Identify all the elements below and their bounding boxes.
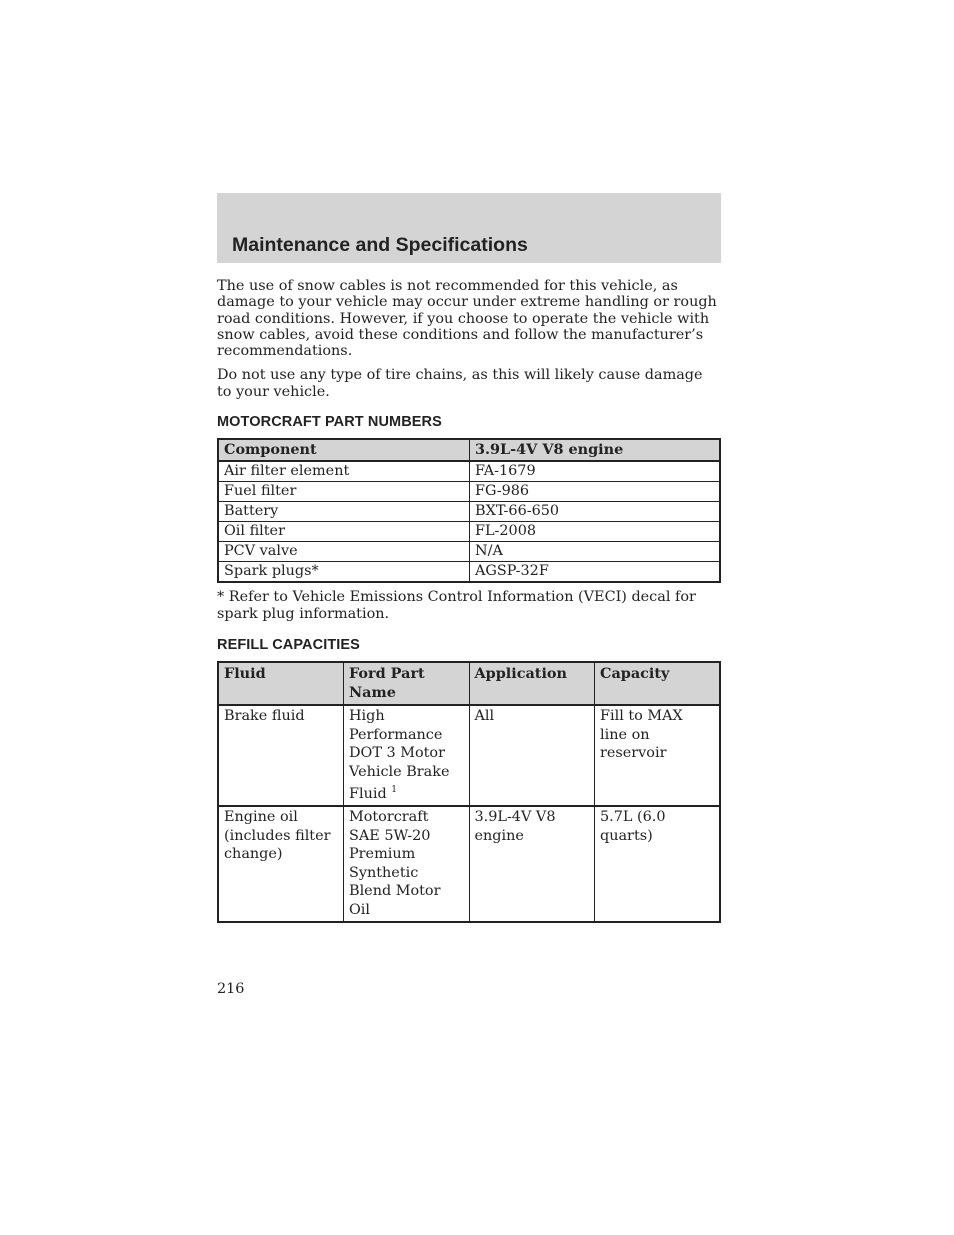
table-row: [218, 522, 720, 542]
column-header-application: Application: [469, 662, 595, 705]
table-row: [218, 562, 720, 583]
table-cell: Oil filter: [218, 522, 470, 542]
footnote-marker: 1: [391, 785, 397, 796]
table-row: [218, 806, 720, 922]
table-row: [218, 461, 720, 482]
table-header-row: [218, 439, 720, 461]
table-cell: Spark plugs*: [218, 562, 470, 583]
table-cell: BXT-66-650: [470, 502, 721, 522]
table-cell: Engine oil (includes filter change): [218, 806, 344, 922]
paragraph-tire-chains: Do not use any type of tire chains, as this will likely cause damage to your vehicle.: [217, 367, 703, 400]
column-header-engine: 3.9L-4V V8 engine: [470, 439, 721, 461]
table-cell: FL-2008: [470, 522, 721, 542]
table-cell: Fuel filter: [218, 482, 470, 502]
table-cell: Motorcraft SAE 5W-20 Premium Synthetic Blend Motor Oil: [344, 806, 470, 922]
column-header-fluid: Fluid: [218, 662, 344, 705]
page-content: [217, 278, 721, 923]
table-row: [218, 705, 720, 806]
section-title-part-numbers: MOTORCRAFT PART NUMBERS: [217, 414, 442, 431]
part-name-text: High Performance DOT 3 Motor Vehicle Brake Fluid: [349, 708, 450, 803]
table-row: [218, 542, 720, 562]
refill-capacities-table: [217, 661, 721, 923]
table-header-row: [218, 662, 720, 705]
column-header-capacity: Capacity: [595, 662, 721, 705]
table-cell: 5.7L (6.0 quarts): [595, 806, 721, 922]
column-header-part-name: Ford Part Name: [344, 662, 470, 705]
table-cell: Fill to MAX line on reservoir: [595, 705, 721, 806]
table-cell: Air filter element: [218, 461, 470, 482]
header-band: [217, 193, 721, 263]
column-header-component: Component: [218, 439, 470, 461]
table-cell: 3.9L-4V V8 engine: [469, 806, 595, 922]
spark-plug-footnote: * Refer to Vehicle Emissions Control Information (VECI) decal for spark plug information.: [217, 589, 696, 623]
table-cell: Battery: [218, 502, 470, 522]
table-cell: All: [469, 705, 595, 806]
table-cell: FA-1679: [470, 461, 721, 482]
table-row: [218, 482, 720, 502]
page-title: Maintenance and Specifications: [232, 234, 528, 256]
table-cell: N/A: [470, 542, 721, 562]
table-cell: AGSP-32F: [470, 562, 721, 583]
paragraph-snow-cables: The use of snow cables is not recommended for this vehicle, as damage to your vehicle may occur under extreme handling or rough road conditions. However, if you choose to operate the vehicle with snow cables, avoid these conditions and follow the manufacturer’s recommendations.: [217, 278, 717, 360]
table-cell: PCV valve: [218, 542, 470, 562]
table-cell: Brake fluid: [218, 705, 344, 806]
part-numbers-table: [217, 438, 721, 583]
table-cell: [344, 705, 470, 806]
table-row: [218, 502, 720, 522]
section-title-refill-capacities: REFILL CAPACITIES: [217, 637, 360, 654]
page-number: 216: [217, 981, 245, 997]
table-cell: FG-986: [470, 482, 721, 502]
